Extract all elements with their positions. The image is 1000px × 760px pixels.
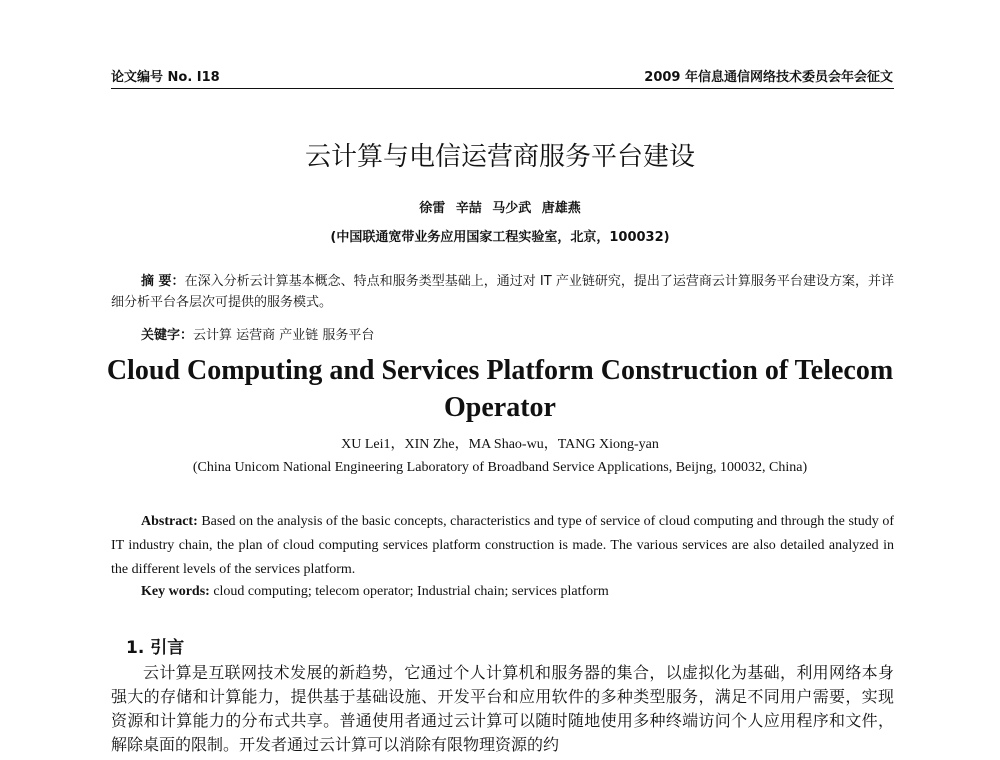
english-keywords (141, 584, 609, 600)
english-keywords-text: cloud computing; telecom operator; Industrial chain; services platform (213, 584, 609, 599)
english-abstract (111, 510, 894, 582)
chinese-authors: 徐雷 辛喆 马少武 唐雄燕 (419, 201, 581, 216)
english-title-line-1: Cloud Computing and Services Platform Construction of Telecom (106, 355, 894, 386)
chinese-keywords-label: 关键字： (141, 328, 194, 343)
chinese-keywords-text: 云计算 运营商 产业链 服务平台 (193, 328, 375, 343)
chinese-abstract-label: 摘 要： (141, 274, 185, 289)
english-authors: XU Lei1，XIN Zhe，MA Shao-wu，TANG Xiong-yan (341, 437, 659, 452)
chinese-affiliation: (中国联通宽带业务应用国家工程实验室，北京，100032) (330, 230, 670, 245)
chinese-keywords (141, 324, 374, 343)
chinese-abstract (111, 271, 894, 313)
english-title-line-2: Operator (444, 392, 556, 423)
english-abstract-text: Based on the analysis of the basic concepts, characteristics and type of service of cloud computing and through the study of IT industry chain, the plan of cloud computing services platform construction is made. The various services are also detailed analyzed in the different levels of the services platform. (111, 514, 895, 577)
section-heading-introduction: 1. 引言 (126, 638, 185, 658)
chinese-abstract-text: 在深入分析云计算基本概念、特点和服务类型基础上，通过对 IT 产业链研究，提出了运营商云计算服务平台建设方案，并详细分析平台各层次可提供的服务模式。 (111, 274, 894, 310)
english-abstract-label: Abstract: (141, 514, 198, 529)
chinese-title: 云计算与电信运营商服务平台建设 (304, 142, 695, 172)
header-rule (111, 88, 894, 89)
english-affiliation: (China Unicom National Engineering Laboratory of Broadband Service Applications, Beijng, 100032, China) (192, 460, 808, 475)
paper-number: 论文编号 No. I18 (111, 70, 220, 85)
conference-name: 2009 年信息通信网络技术委员会年会征文 (644, 70, 893, 85)
english-keywords-label: Key words: (141, 584, 210, 599)
introduction-paragraph: 云计算是互联网技术发展的新趋势，它通过个人计算机和服务器的集合，以虚拟化为基础，利用网络本身强大的存储和计算能力，提供基于基础设施、开发平台和应用软件的多种类型服务，满足不同用户需要，实现资源和计算能力的分布式共享。普通使用者通过云计算可以随时随地使用多种终端访问个人应用程序和文件，解除桌面的限制。开发者通过云计算可以消除有限物理资源的约 (111, 663, 894, 754)
english-title (0, 352, 1000, 426)
